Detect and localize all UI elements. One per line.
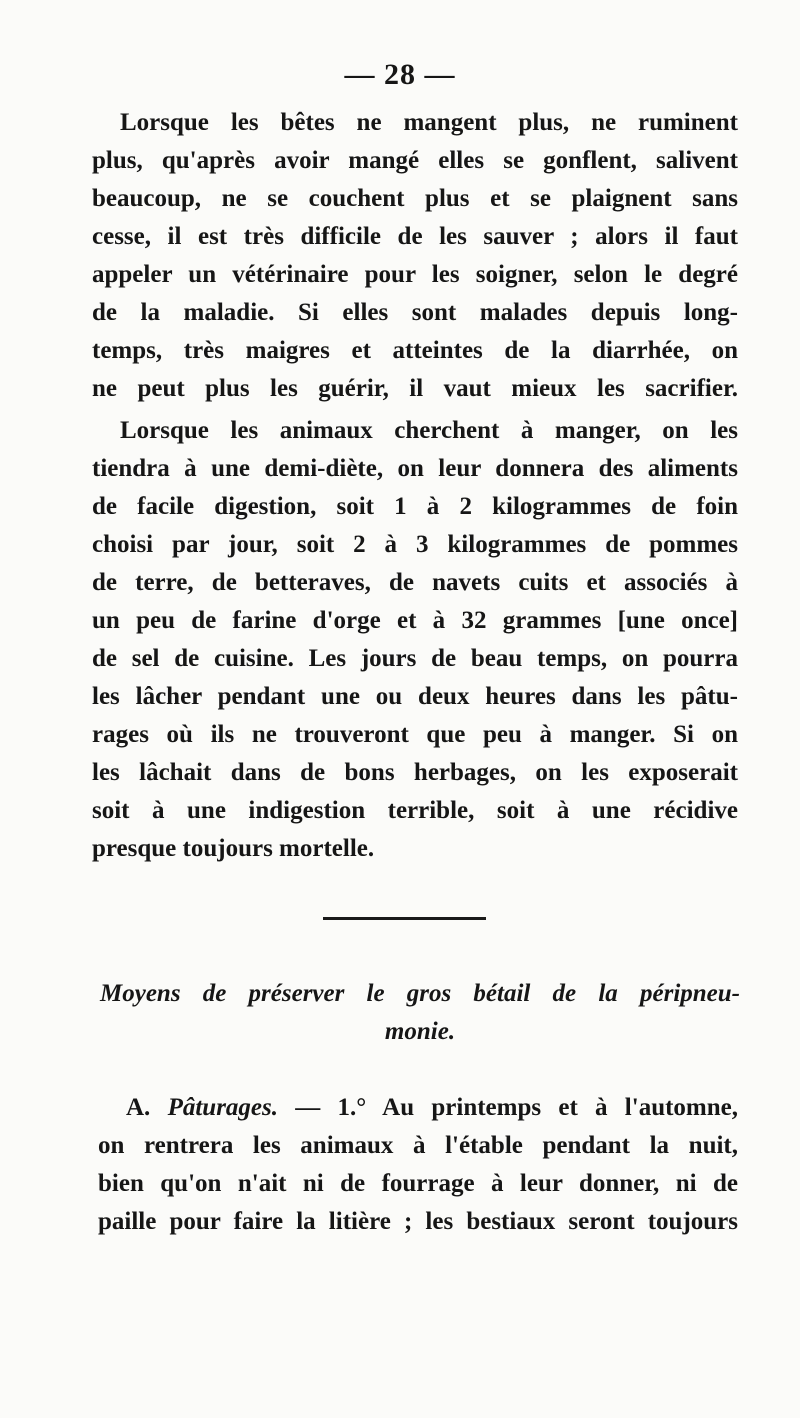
paragraph-2 — [92, 412, 738, 868]
paragraph-line: de facile digestion, soit 1 à 2 kilogrammes de foin — [92, 493, 738, 520]
paragraph-line: tiendra à une demi-diète, on leur donnera des aliments — [92, 455, 738, 482]
paragraph-line: un peu de farine d'orge et à 32 grammes [une once] — [92, 607, 738, 634]
paragraph-line: les lâchait dans de bons herbages, on les exposerait — [92, 759, 738, 786]
paragraph-line: soit à une indigestion terrible, soit à une récidive — [92, 797, 738, 824]
paragraph-line: de sel de cuisine. Les jours de beau temps, on pourra — [92, 645, 738, 672]
item-label: A. — [126, 1094, 151, 1121]
paragraph-line: on rentrera les animaux à l'étable pendant la nuit, — [98, 1132, 738, 1159]
paragraph-line: de la maladie. Si elles sont malades depuis long- — [92, 299, 738, 326]
paragraph-line: choisi par jour, soit 2 à 3 kilogrammes de pommes — [92, 531, 738, 558]
paragraph-line — [98, 1089, 738, 1127]
paragraph-line: ne peut plus les guérir, il vaut mieux les sacrifier. — [92, 375, 738, 402]
paragraph-line: cesse, il est très difficile de les sauver ; alors il faut — [92, 223, 738, 250]
paragraph-line: beaucoup, ne se couchent plus et se plaignent sans — [92, 185, 738, 212]
paragraph-line: les lâcher pendant une ou deux heures dans les pâtu- — [92, 683, 738, 710]
section-heading-line-2: monie. — [384, 1018, 456, 1045]
paragraph-line: Lorsque les bêtes ne mangent plus, ne ruminent — [120, 109, 738, 136]
paragraph-line: paille pour faire la litière ; les bestiaux seront toujours — [98, 1208, 738, 1235]
section-divider — [323, 917, 486, 920]
section-heading-line-1: Moyens de préserver le gros bétail de la péripneu- — [100, 980, 740, 1007]
page-number: — 28 — — [344, 58, 456, 91]
paragraph-line: presque toujours mortelle. — [92, 835, 375, 862]
paragraph-line: temps, très maigres et atteintes de la diarrhée, on — [92, 337, 738, 364]
paragraph-line: plus, qu'après avoir mangé elles se gonflent, salivent — [92, 147, 738, 174]
paragraph-3 — [98, 1089, 738, 1241]
paragraph-1 — [92, 104, 738, 408]
paragraph-line: bien qu'on n'ait ni de fourrage à leur donner, ni de — [98, 1170, 738, 1197]
paragraph-line: appeler un vétérinaire pour les soigner, selon le degré — [92, 261, 738, 288]
paragraph-line: Lorsque les animaux cherchent à manger, on les — [120, 417, 738, 444]
paragraph-line: rages où ils ne trouveront que peu à manger. Si on — [92, 721, 738, 748]
paragraph-line: de terre, de betteraves, de navets cuits et associés à — [92, 569, 738, 596]
item-text: — 1.° Au printemps et à l'automne, — [295, 1094, 739, 1121]
item-title: Pâturages. — [167, 1094, 279, 1121]
